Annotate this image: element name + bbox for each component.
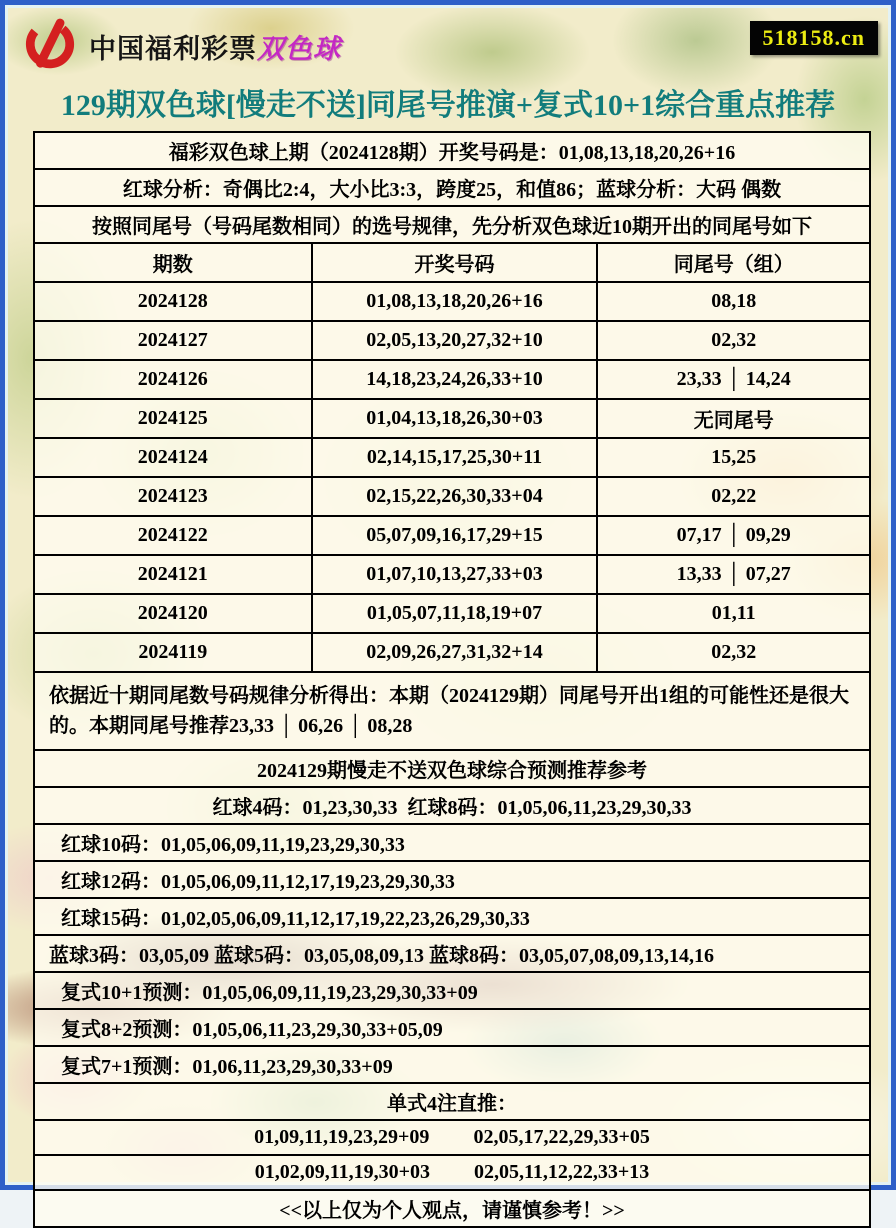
tail-cell: 07,17 │ 09,29 [597, 516, 870, 555]
danshi-row [33, 1119, 871, 1156]
danshi-row [33, 1154, 871, 1191]
tail-cell: 02,32 [597, 321, 870, 360]
danshi-title-row: 单式4注直推： [33, 1082, 871, 1121]
forecast-row-red12: 红球12码：01,05,06,09,11,12,17,19,23,29,30,33 [33, 860, 871, 899]
col-header-period: 期数 [34, 243, 312, 282]
numbers-cell: 01,04,13,18,26,30+03 [312, 399, 598, 438]
site-badge: 518158.cn [750, 21, 879, 55]
period-cell: 2024121 [34, 555, 312, 594]
tail-cell: 无同尾号 [597, 399, 870, 438]
table-row [34, 399, 870, 438]
forecast-row-blue3-5-8: 蓝球3码：03,05,09 蓝球5码：03,05,08,09,13 蓝球8码：03,05,07,08,09,13,14,16 [33, 934, 871, 973]
col-header-tail-group: 同尾号（组） [597, 243, 870, 282]
table-row [34, 633, 870, 672]
forecast-row-fushi-10-1: 复式10+1预测：01,05,06,09,11,19,23,29,30,33+09 [33, 971, 871, 1010]
tail-cell: 02,22 [597, 477, 870, 516]
numbers-cell: 02,05,13,20,27,32+10 [312, 321, 598, 360]
tail-cell: 15,25 [597, 438, 870, 477]
forecast-row-red4-red8: 红球4码：01,23,30,33 红球8码：01,05,06,11,23,29,30,33 [33, 786, 871, 825]
danshi-ticket: 01,09,11,19,23,29+09 [254, 1126, 430, 1148]
numbers-cell: 14,18,23,24,26,33+10 [312, 360, 598, 399]
forecast-section-title: 2024129期慢走不送双色球综合预测推荐参考 [33, 749, 871, 788]
conclusion-paragraph: 依据近十期同尾数号码规律分析得出：本期（2024129期）同尾号开出1组的可能性还是很大的。本期同尾号推荐23,33 │ 06,26 │ 08,28 [33, 671, 871, 751]
numbers-cell: 05,07,09,16,17,29+15 [312, 516, 598, 555]
info-row-last-draw: 福彩双色球上期（2024128期）开奖号码是：01,08,13,18,20,26+16 [33, 131, 871, 170]
brand-name: 中国福利彩票 [89, 34, 257, 64]
numbers-cell: 02,09,26,27,31,32+14 [312, 633, 598, 672]
content-rows [33, 131, 871, 1228]
tail-cell: 02,32 [597, 633, 870, 672]
history-table-wrap [33, 242, 871, 673]
tail-cell: 01,11 [597, 594, 870, 633]
period-cell: 2024126 [34, 360, 312, 399]
col-header-numbers: 开奖号码 [312, 243, 598, 282]
numbers-cell: 01,05,07,11,18,19+07 [312, 594, 598, 633]
numbers-cell: 02,14,15,17,25,30+11 [312, 438, 598, 477]
table-row [34, 594, 870, 633]
table-row [34, 360, 870, 399]
period-cell: 2024124 [34, 438, 312, 477]
period-cell: 2024123 [34, 477, 312, 516]
period-cell: 2024122 [34, 516, 312, 555]
forecast-row-red15: 红球15码：01,02,05,06,09,11,12,17,19,22,23,26,29,30,33 [33, 897, 871, 936]
china-welfare-lottery-logo-icon [21, 14, 79, 72]
forecast-row-fushi-7-1: 复式7+1预测：01,06,11,23,29,30,33+09 [33, 1045, 871, 1084]
tail-cell: 08,18 [597, 282, 870, 321]
table-row [34, 282, 870, 321]
numbers-cell: 01,08,13,18,20,26+16 [312, 282, 598, 321]
tail-cell: 23,33 │ 14,24 [597, 360, 870, 399]
period-cell: 2024127 [34, 321, 312, 360]
footer-disclaimer: <<以上仅为个人观点，请谨慎参考！>> [33, 1189, 871, 1228]
table-row [34, 516, 870, 555]
period-cell: 2024125 [34, 399, 312, 438]
period-cell: 2024128 [34, 282, 312, 321]
numbers-cell: 01,07,10,13,27,33+03 [312, 555, 598, 594]
info-row-ball-analysis: 红球分析：奇偶比2:4，大小比3:3，跨度25，和值86；蓝球分析：大码 偶数 [33, 168, 871, 207]
numbers-cell: 02,15,22,26,30,33+04 [312, 477, 598, 516]
tail-cell: 13,33 │ 07,27 [597, 555, 870, 594]
period-cell: 2024120 [34, 594, 312, 633]
page-title: 129期双色球[慢走不送]同尾号推演+复式10+1综合重点推荐 [60, 89, 836, 122]
brand-title [89, 27, 341, 66]
brand-product: 双色球 [257, 34, 341, 64]
danshi-ticket: 01,02,09,11,19,30+03 [254, 1161, 430, 1183]
period-cell: 2024119 [34, 633, 312, 672]
forecast-row-red10: 红球10码：01,05,06,09,11,19,23,29,30,33 [33, 823, 871, 862]
history-table [33, 242, 871, 673]
danshi-ticket: 02,05,17,22,29,33+05 [473, 1126, 650, 1148]
table-row [34, 438, 870, 477]
table-row [34, 477, 870, 516]
danshi-ticket: 02,05,11,12,22,33+13 [474, 1161, 650, 1183]
forecast-row-fushi-8-2: 复式8+2预测：01,05,06,11,23,29,30,33+05,09 [33, 1008, 871, 1047]
history-header-row [34, 243, 870, 282]
table-row [34, 321, 870, 360]
page-header [5, 14, 891, 72]
info-row-rule-intro: 按照同尾号（号码尾数相同）的选号规律，先分析双色球近10期开出的同尾号如下 [33, 205, 871, 244]
table-row [34, 555, 870, 594]
